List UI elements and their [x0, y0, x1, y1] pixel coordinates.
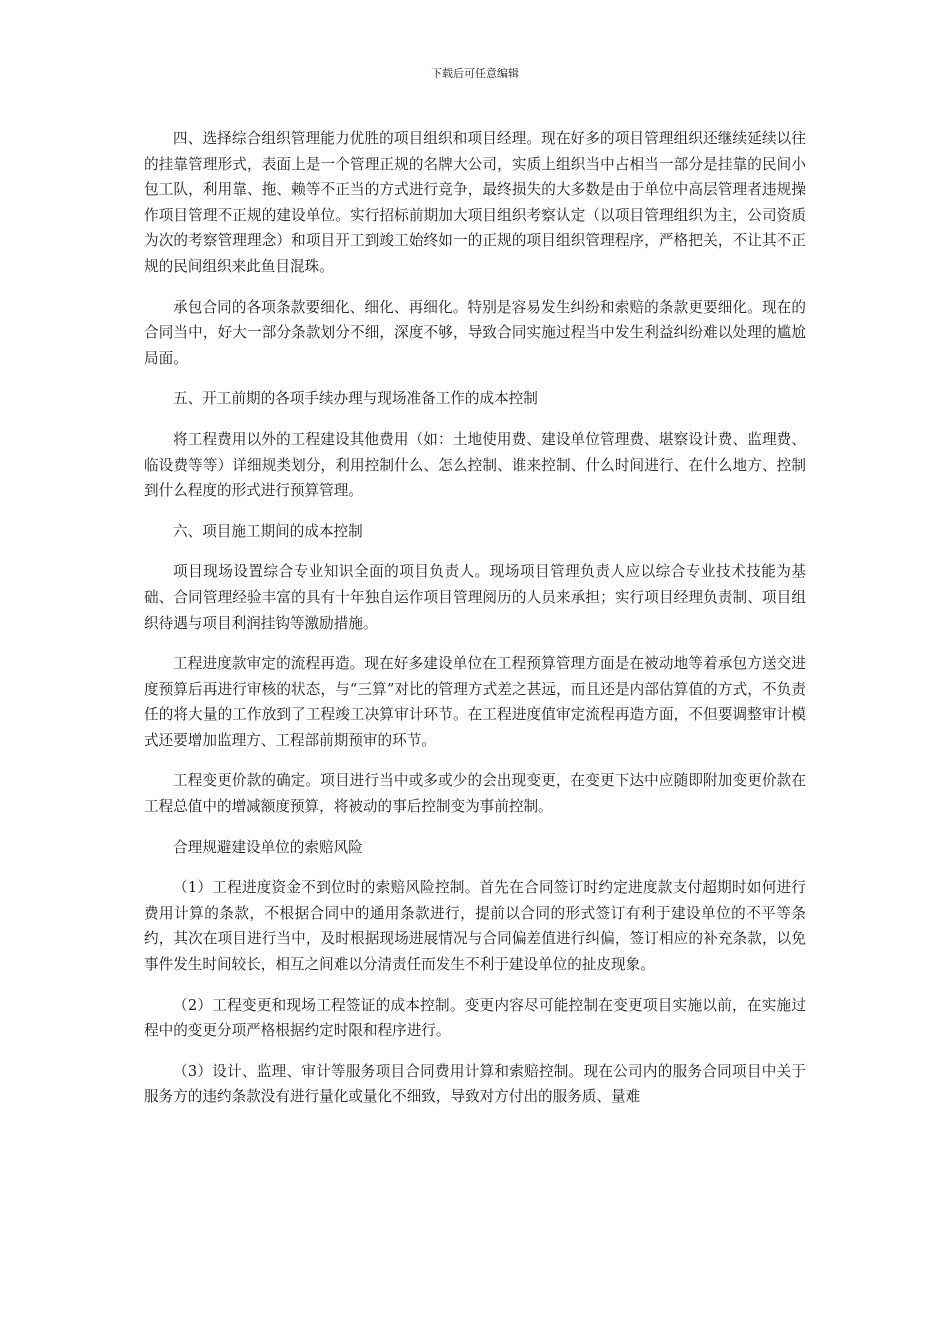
page-header: 下载后可任意编辑 [431, 67, 519, 80]
heading-section-five: 五、开工前期的各项手续办理与现场准备工作的成本控制 [173, 390, 538, 408]
document-body [144, 126, 806, 1125]
paragraph-other-costs: 将工程费用以外的工程建设其他费用（如：土地使用费、建设单位管理费、堪察设计费、监理费、临设费等等）详细规类划分，利用控制什么、怎么控制、谁来控制、什么时间进行、在什么地方、控制到什么程度的形式进行预算管理。 [144, 430, 806, 500]
paragraph-change-price: 工程变更价款的确定。项目进行当中或多或少的会出现变更，在变更下达中应随即附加变更价款在工程总值中的增减额度预算，将被动的事后控制变为事前控制。 [144, 772, 806, 816]
heading-claim-risk: 合理规避建设单位的索赔风险 [173, 838, 363, 856]
paragraph-item-3: （3）设计、监理、审计等服务项目合同费用计算和索赔控制。现在公司内的服务合同项目中关于服务方的违约条款没有进行量化或量化不细致，导致对方付出的服务质、量难 [144, 1062, 806, 1106]
paragraph-progress-payment: 工程进度款审定的流程再造。现在好多建设单位在工程预算管理方面是在被动地等着承包方送交进度预算后再进行审核的状态，与“三算”对比的管理方式差之甚远，而且还是内部估算值的方式，不负责任的将大量的工作放到了工程竣工决算审计环节。在工程进度值审定流程再造方面，不但要调整审计模式还要增加监理方、工程部前期预审的环节。 [144, 655, 806, 749]
paragraph-section-four: 四、选择综合组织管理能力优胜的项目组织和项目经理。现在好多的项目管理组织还继续延续以往的挂靠管理形式，表面上是一个管理正规的名牌大公司，实质上组织当中占相当一部分是挂靠的民间小包工队，利用靠、拖、赖等不正当的方式进行竞争，最终损失的大多数是由于单位中高层管理者违规操作项目管理不正规的建设单位。实行招标前期加大项目组织考察认定（以项目管理组织为主，公司资质为次的考察管理理念）和项目开工到竣工始终如一的正规的项目组织管理程序，严格把关，不让其不正规的民间组织来此鱼目混珠。 [144, 130, 806, 275]
paragraph-item-1: （1）工程进度资金不到位时的索赔风险控制。首先在合同签订时约定进度款支付超期时如何进行费用计算的条款，不根据合同中的通用条款进行，提前以合同的形式签订有利于建设单位的不平等条约，其次在项目进行当中，及时根据现场进展情况与合同偏差值进行纠偏，签订相应的补充条款，以免事件发生时间较长，相互之间难以分清责任而发生不利于建设单位的扯皮现象。 [144, 879, 806, 974]
paragraph-contract-terms: 承包合同的各项条款要细化、细化、再细化。特别是容易发生纠纷和索赔的条款更要细化。现在的合同当中，好大一部分条款划分不细，深度不够，导致合同实施过程当中发生利益纠纷难以处理的尴尬局面。 [144, 298, 806, 367]
heading-section-six: 六、项目施工期间的成本控制 [173, 522, 363, 540]
paragraph-project-manager: 项目现场设置综合专业知识全面的项目负责人。现场项目管理负责人应以综合专业技术技能为基础、合同管理经验丰富的具有十年独自运作项目管理阅历的人员来承担；实行项目经理负责制、项目组织待遇与项目利润挂钩等激励措施。 [144, 563, 806, 632]
paragraph-item-2: （2）工程变更和现场工程签证的成本控制。变更内容尽可能控制在变更项目实施以前，在实施过程中的变更分项严格根据约定时限和程序进行。 [144, 996, 806, 1040]
